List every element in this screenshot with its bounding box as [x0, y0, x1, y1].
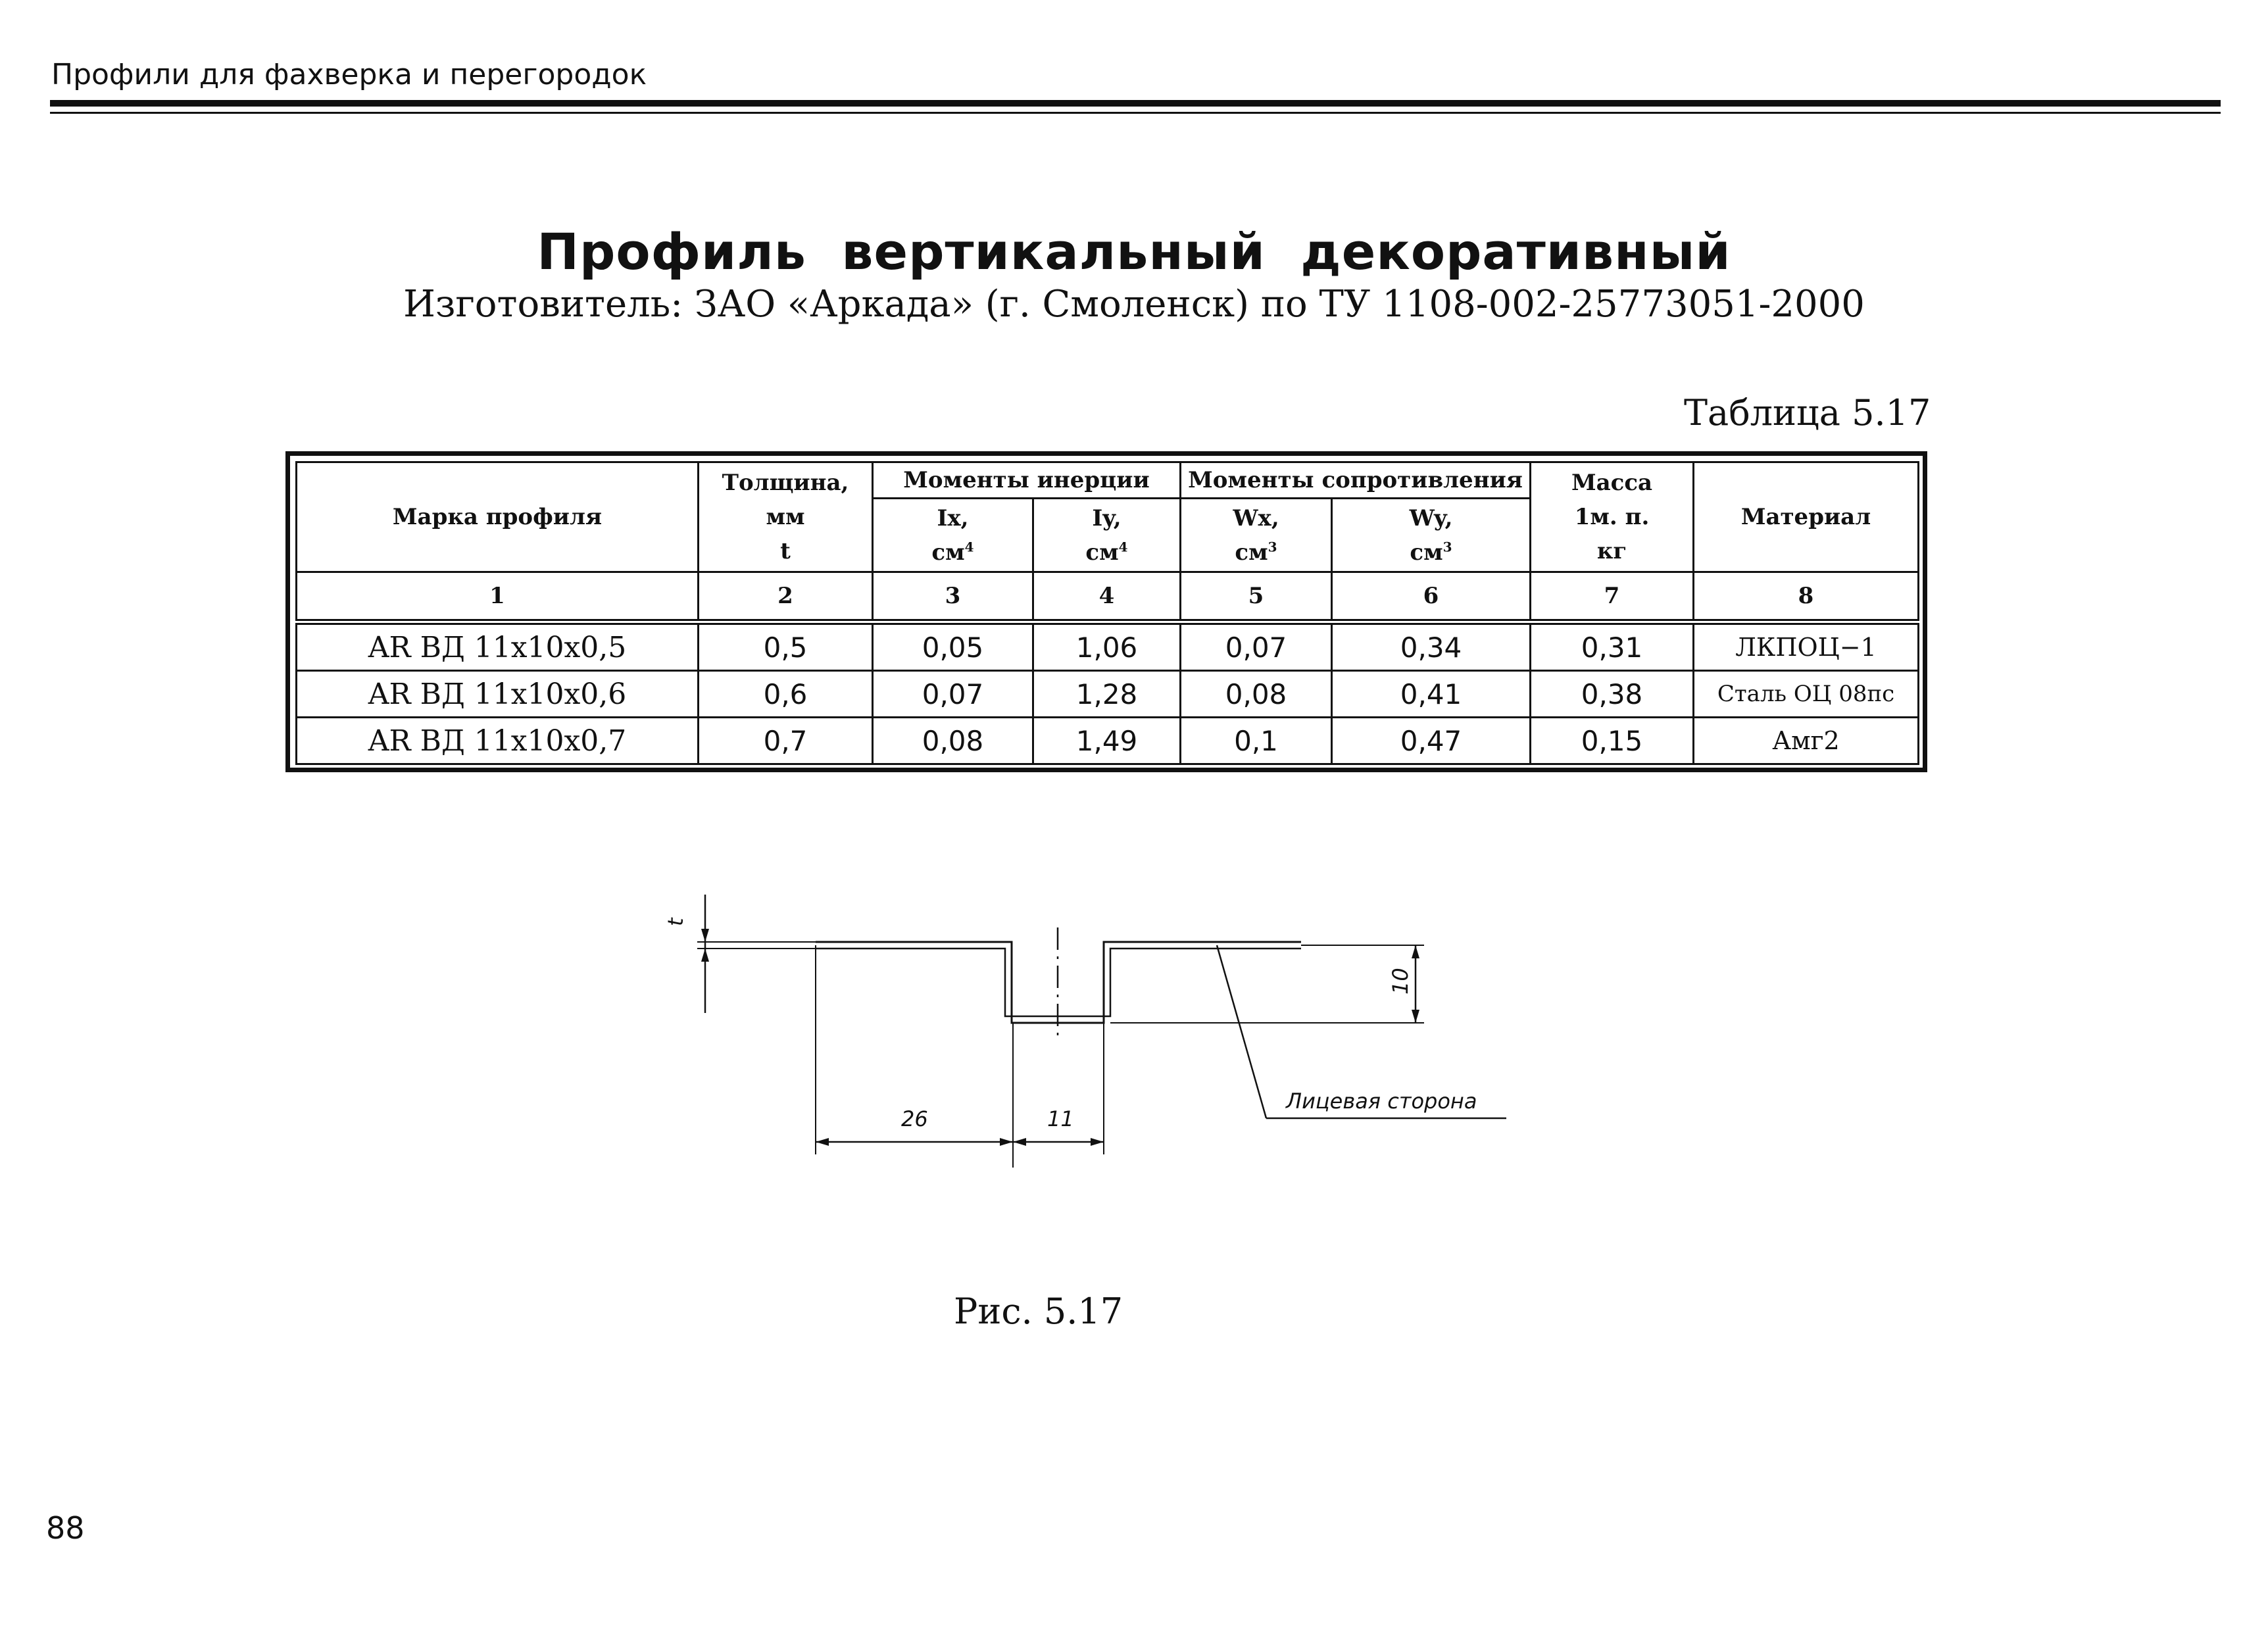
column-number: 8	[1694, 572, 1919, 622]
table-row	[297, 718, 1919, 764]
arrow-26-right	[1000, 1138, 1013, 1146]
header-thickness-symbol: t	[780, 538, 791, 564]
arrow-11-right	[1091, 1138, 1104, 1146]
header-ix-label: Ix,	[937, 505, 969, 531]
cell-thickness: 0,6	[699, 671, 873, 718]
cell-thickness: 0,5	[699, 622, 873, 671]
cell-ix: 0,07	[873, 671, 1033, 718]
cell-mark: AR ВД 11х10х0,6	[297, 671, 699, 718]
header-resistance-group: Моменты сопротивления	[1181, 462, 1531, 499]
label-depth: 10	[1388, 968, 1413, 995]
label-t: t	[663, 918, 688, 926]
header-wy-label: Wy,	[1409, 505, 1453, 531]
header-thickness-unit: мм	[766, 504, 805, 530]
header-iy-label: Iy,	[1092, 505, 1122, 531]
header-wx	[1181, 499, 1332, 572]
cell-iy: 1,49	[1033, 718, 1181, 764]
cell-mark: AR ВД 11х10х0,5	[297, 622, 699, 671]
arrow-t-bottom	[701, 949, 709, 962]
page-number: 88	[46, 1510, 85, 1546]
header-iy-unit-text: см	[1085, 539, 1119, 566]
cell-mass: 0,38	[1531, 671, 1694, 718]
header-iy-exponent: 4	[1118, 539, 1128, 555]
header-wx-label: Wx,	[1233, 505, 1279, 531]
arrow-11-left	[1013, 1138, 1026, 1146]
header-mass-sub: 1м. п.	[1574, 504, 1650, 530]
header-mark: Марка профиля	[297, 462, 699, 572]
arrow-t-top	[701, 929, 709, 942]
table-row	[297, 671, 1919, 718]
header-mass	[1531, 462, 1694, 572]
cell-material: Амг2	[1694, 718, 1919, 764]
face-leader-line	[1217, 945, 1266, 1118]
column-number: 2	[699, 572, 873, 622]
cell-iy: 1,28	[1033, 671, 1181, 718]
cell-wy: 0,34	[1332, 622, 1531, 671]
cell-mass: 0,31	[1531, 622, 1694, 671]
profile-spec-table	[295, 461, 1919, 765]
header-iy	[1033, 499, 1181, 572]
arrow-26-left	[816, 1138, 829, 1146]
header-wy	[1332, 499, 1531, 572]
header-ix-exponent: 4	[964, 539, 974, 555]
cell-ix: 0,05	[873, 622, 1033, 671]
cell-iy: 1,06	[1033, 622, 1181, 671]
header-ix-unit-text: см	[931, 539, 965, 566]
table-caption: Таблица 5.17	[1684, 392, 1931, 433]
header-thickness	[699, 462, 873, 572]
header-wy-unit	[1333, 535, 1529, 570]
column-number: 4	[1033, 572, 1181, 622]
cell-ix: 0,08	[873, 718, 1033, 764]
header-rule-thick	[50, 100, 2221, 107]
cell-wx: 0,07	[1181, 622, 1332, 671]
header-wy-unit-text: см	[1410, 539, 1443, 566]
label-face-side: Лицевая сторона	[1286, 1089, 1477, 1114]
arrow-depth-top	[1412, 945, 1419, 958]
column-number: 3	[873, 572, 1033, 622]
header-rule-thin	[50, 112, 2221, 114]
column-number: 6	[1332, 572, 1531, 622]
label-groove-width: 11	[1047, 1106, 1074, 1131]
column-number: 5	[1181, 572, 1332, 622]
header-mass-unit: кг	[1596, 538, 1627, 564]
header-mass-label: Масса	[1571, 470, 1653, 496]
header-wx-unit	[1181, 535, 1331, 570]
page-subtitle: Изготовитель: ЗАО «Аркада» (г. Смоленск) по ТУ 1108-002-25773051-2000	[403, 283, 1865, 326]
header-material: Материал	[1694, 462, 1919, 572]
cell-mass: 0,15	[1531, 718, 1694, 764]
header-ix	[873, 499, 1033, 572]
header-iy-unit	[1034, 535, 1179, 570]
cell-mark: AR ВД 11х10х0,7	[297, 718, 699, 764]
cell-material: Сталь ОЦ 08пс	[1694, 671, 1919, 718]
label-flange-width: 26	[901, 1106, 928, 1131]
header-inertia-group: Моменты инерции	[873, 462, 1181, 499]
table-row	[297, 622, 1919, 671]
arrow-depth-bottom	[1412, 1010, 1419, 1023]
header-thickness-label: Толщина,	[722, 470, 849, 496]
page-title: Профиль вертикальный декоративный	[537, 222, 1731, 281]
cell-wy: 0,47	[1332, 718, 1531, 764]
header-ix-unit	[874, 535, 1032, 570]
cell-wx: 0,08	[1181, 671, 1332, 718]
column-number: 1	[297, 572, 699, 622]
cell-wy: 0,41	[1332, 671, 1531, 718]
cell-thickness: 0,7	[699, 718, 873, 764]
header-wx-exponent: 3	[1268, 539, 1277, 555]
column-number: 7	[1531, 572, 1694, 622]
running-header: Профили для фахверка и перегородок	[51, 58, 647, 91]
header-wy-exponent: 3	[1442, 539, 1452, 555]
cell-material: ЛКПОЦ−1	[1694, 622, 1919, 671]
cell-wx: 0,1	[1181, 718, 1332, 764]
header-wx-unit-text: см	[1235, 539, 1268, 566]
figure-caption: Рис. 5.17	[954, 1291, 1123, 1332]
profile-cross-section-drawing	[645, 875, 1519, 1191]
